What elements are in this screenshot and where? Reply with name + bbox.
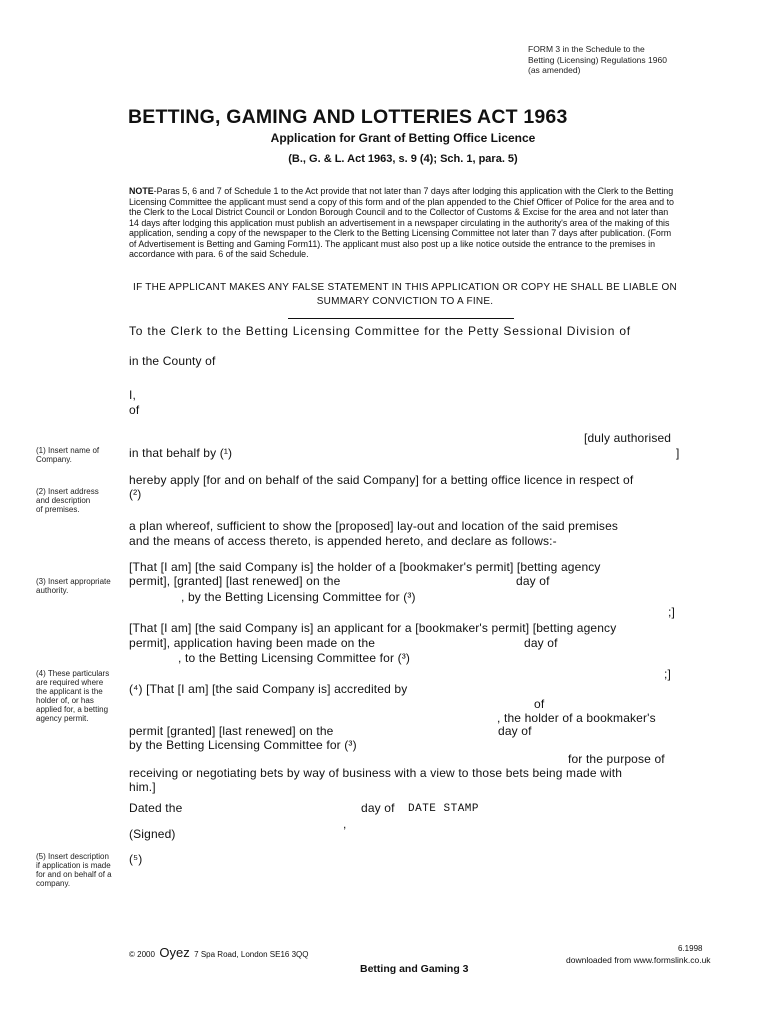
holder-line-2: permit], [granted] [last renewed] on the xyxy=(129,574,341,588)
margin-note-line: company. xyxy=(36,879,71,888)
form-name: Betting and Gaming 3 xyxy=(360,963,469,975)
dated-label: Dated the xyxy=(129,801,183,815)
holder-day-of: day of xyxy=(516,574,550,588)
applicant-line-1: [That [I am] [the said Company is] an applicant for a [bookmaker's permit] [betting agency xyxy=(129,621,617,635)
margin-note-line: (1) Insert name of xyxy=(36,446,100,455)
margin-note-line: are required where xyxy=(36,678,104,687)
accredited-of: of xyxy=(534,697,545,711)
plan-line-2: and the means of access thereto, is appended hereto, and declare as follows:- xyxy=(129,534,557,548)
false-statement-warning: IF THE APPLICANT MAKES ANY FALSE STATEMENT IN THIS APPLICATION OR COPY HE SHALL BE LIABLE ON SUMMARY CONVICTION TO A FINE. xyxy=(133,282,677,307)
margin-note-1 xyxy=(36,446,99,464)
margin-note-line: for and on behalf of a xyxy=(36,870,112,879)
semicolon-bracket: ;] xyxy=(668,605,675,619)
dated-comma: , xyxy=(343,817,347,831)
margin-note-line: holder of, or has xyxy=(36,696,94,705)
dated-day-of: day of xyxy=(361,801,395,815)
holder-line-1: [That [I am] [the said Company is] the holder of a [bookmaker's permit] [betting agency xyxy=(129,560,601,574)
margin-note-line: (3) Insert appropriate xyxy=(36,577,111,586)
margin-note-line: (2) Insert address xyxy=(36,487,99,496)
accredited-line: (⁴) [That [I am] [the said Company is] accredited by xyxy=(129,682,408,696)
plan-line-1: a plan whereof, sufficient to show the [proposed] lay-out and location of the said premises xyxy=(129,519,619,533)
permit-day-of: day of xyxy=(498,724,532,738)
applicant-line-2: permit], application having been made on the xyxy=(129,636,376,650)
margin-note-line: authority. xyxy=(36,586,69,595)
margin-note-line: (5) Insert description xyxy=(36,852,109,861)
margin-note-line: and description xyxy=(36,496,91,505)
date-stamp: DATE STAMP xyxy=(408,803,480,815)
margin-note-line: of premises. xyxy=(36,505,80,514)
duly-authorised-text: [duly authorised xyxy=(584,431,672,445)
note-text: -Paras 5, 6 and 7 of Schedule 1 to the Act provide that not later than 7 days after lodging this application with the Clerk to the Betting Licensing Committee the applicant must send a copy of this form and of the plan appended to the Chief Officer of Police for the area and to the Clerk to the Local District Council or London Borough Council and to the Collector of Customs & Excise for the area and not later than 14 days after lodging this application must publish an advertisement in a newspaper circulating in the authority's area of the making of this application, sending a copy of the newspaper to the Clerk to the Betting Licensing Committee not later than 7 days after publication. (Form of Advertisement is Betting and Gaming Form11). The applicant must also post up a like notice outside the entrance to the premises in accordance with para. 6 of the said Schedule. xyxy=(129,186,674,259)
signed-label: (Signed) xyxy=(129,827,176,841)
form-reference-line: Betting (Licensing) Regulations 1960 xyxy=(528,54,667,65)
applicant-day-of: day of xyxy=(524,636,558,650)
county-line: in the County of xyxy=(129,354,216,368)
form-reference-line: FORM 3 in the Schedule to the xyxy=(528,44,645,54)
margin-note-3 xyxy=(36,577,111,595)
margin-note-line: if application is made xyxy=(36,861,111,870)
by-committee-line: by the Betting Licensing Committee for (³) xyxy=(129,738,357,752)
receiving-line-1: receiving or negotiating bets by way of business with a view to those bets being made with xyxy=(129,766,623,780)
margin-note-line: agency permit. xyxy=(36,714,89,723)
oyez-logo: Oyez xyxy=(159,945,190,960)
semicolon-bracket: ;] xyxy=(664,667,671,681)
divider-rule xyxy=(288,318,514,319)
copyright-mark: © 2000 xyxy=(129,950,155,959)
statute-reference: (B., G. & L. Act 1963, s. 9 (4); Sch. 1, para. 5) xyxy=(288,153,518,165)
bracket-close: ] xyxy=(676,446,680,460)
footer-publisher xyxy=(129,944,308,962)
in-that-behalf-text: in that behalf by (¹) xyxy=(129,446,233,460)
to-clerk-line: To the Clerk to the Betting Licensing Committee for the Petty Sessional Division of xyxy=(129,324,631,338)
document-subtitle: Application for Grant of Betting Office Licence xyxy=(270,131,536,145)
margin-note-line: Company. xyxy=(36,455,72,464)
form-reference-line: (as amended) xyxy=(528,65,581,75)
margin-note-4 xyxy=(36,669,109,723)
applicant-line-3: , to the Betting Licensing Committee for (³) xyxy=(178,651,411,665)
note-label: NOTE xyxy=(129,186,154,196)
holder-line-3: , by the Betting Licensing Committee for (³) xyxy=(181,590,416,604)
margin-note-line: applied for, a betting xyxy=(36,705,109,714)
document-title: BETTING, GAMING AND LOTTERIES ACT 1963 xyxy=(128,106,568,128)
margin-note-line: the applicant is the xyxy=(36,687,103,696)
note-paragraph xyxy=(129,186,679,260)
description-note-ref: (⁵) xyxy=(129,852,143,866)
bookmaker-holder-text: , the holder of a bookmaker's xyxy=(497,711,656,725)
applicant-i-line: I, xyxy=(129,388,136,402)
receiving-line-2: him.] xyxy=(129,780,156,794)
download-source: downloaded from www.formslink.co.uk xyxy=(566,955,711,965)
margin-note-5 xyxy=(36,852,112,888)
for-purpose-text: for the purpose of xyxy=(568,752,665,766)
permit-granted-line: permit [granted] [last renewed] on the xyxy=(129,724,334,738)
date-code: 6.1998 xyxy=(678,944,703,953)
premises-note-ref: (²) xyxy=(129,487,142,501)
form-reference xyxy=(528,44,667,76)
publisher-address: 7 Spa Road, London SE16 3QQ xyxy=(194,950,309,959)
hereby-apply-line: hereby apply [for and on behalf of the said Company] for a betting office licence in respect of xyxy=(129,473,634,487)
applicant-of-line: of xyxy=(129,403,140,417)
margin-note-2 xyxy=(36,487,99,514)
margin-note-line: (4) These particulars xyxy=(36,669,110,678)
